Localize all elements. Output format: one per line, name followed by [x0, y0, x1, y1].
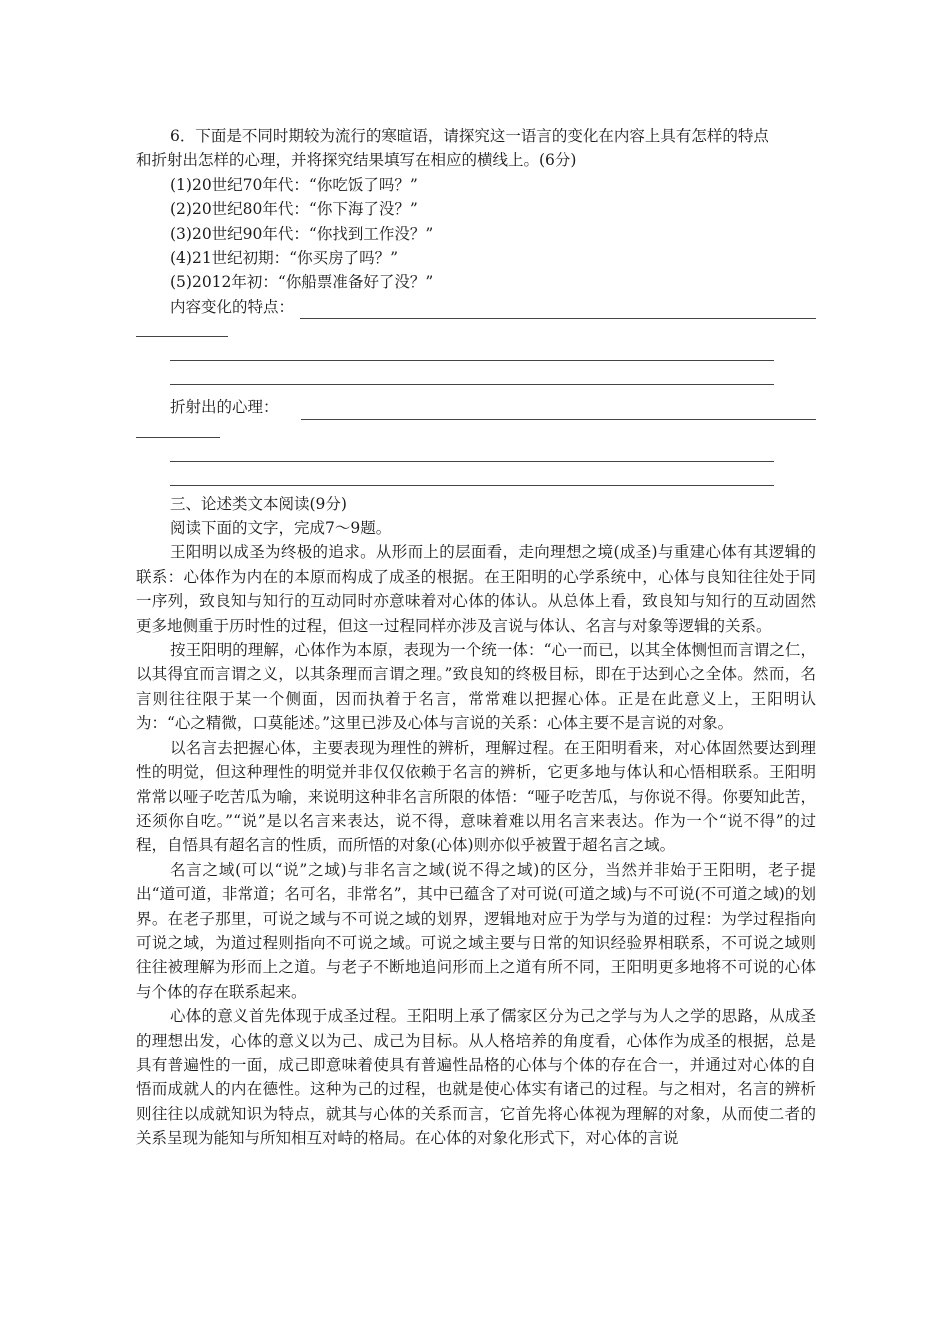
passage-paragraph-3: 以名言去把握心体，主要表现为理性的辨析，理解过程。在王阳明看来，对心体固然要达到理性的明觉，但这种理性的明觉并非仅仅依赖于名言的辨析，它更多地与体认和心悟相联系。王阳明常常以哑子吃苦瓜为喻，来说明这种非名言所限的体悟：“哑子吃苦瓜，与你说不得。你要知此苦，还须你自吃。”“说”是以名言来表达，说不得，意味着难以用名言来表达。作为一个“说不得”的过程，自悟具有超名言的性质，而所悟的对象(心体)则亦似乎被置于超名言之域。 — [136, 738, 816, 855]
greeting-item-2012: (5)2012年初：“你船票准备好了没？” — [170, 273, 434, 292]
content-change-answer-line-2[interactable] — [170, 337, 774, 361]
psychology-answer-blank[interactable] — [301, 404, 816, 420]
passage-paragraph-2: 按王阳明的理解，心体作为本原，表现为一个统一体：“心一而已，以其全体恻怛而言谓之仁，以其得宜而言谓之义，以其条理而言谓之理。”致良知的终极目标，即在于达到心之全体。然而，名言则往往限于某一个侧面，因而执着于名言，常常难以把握心体。正是在此意义上，王阳明认为：“心之精微，口莫能述。”这里已涉及心体与言说的关系：心体主要不是言说的对象。 — [136, 641, 816, 733]
psychology-label: 折射出的心理： — [170, 398, 279, 417]
section-3-instruction: 阅读下面的文字，完成7～9题。 — [170, 519, 392, 538]
content-change-answer-line-3[interactable] — [170, 361, 774, 385]
passage-paragraph-4: 名言之域(可以“说”之域)与非名言之域(说不得之域)的区分，当然并非始于王阳明，老子提出“道可道，非常道；名可名，非常名”，其中已蕴含了对可说(可道之域)与不可说(不可道之域)的划界。在老子那里，可说之域与不可说之域的划界，逻辑地对应于为学与为道的过程：为学过程指向可说之域，为道过程则指向不可说之域。可说之域主要与日常的知识经验界相联系，不可说之域则往往被理解为形而上之道。与老子不断地追问形而上之道有所不同，王阳明更多地将不可说的心体与个体的存在联系起来。 — [136, 860, 816, 1001]
document-page — [136, 124, 816, 1151]
psychology-answer-line-2[interactable] — [170, 438, 774, 462]
psychology-answer-line-3[interactable] — [170, 462, 774, 486]
section-3-heading: 三、论述类文本阅读(9分) — [170, 494, 347, 513]
passage-paragraph-1: 王阳明以成圣为终极的追求。从形而上的层面看，走向理想之境(成圣)与重建心体有其逻辑的联系：心体作为内在的本原而构成了成圣的根据。在王阳明的心学系统中，心体与良知往往处于同一序列，致良知与知行的互动同时亦意味着对心体的体认。从总体上看，致良知与知行的互动固然更多地侧重于历时性的过程，但这一过程同样亦涉及言说与体认、名言与对象等逻辑的关系。 — [136, 543, 816, 635]
content-change-answer-row — [136, 295, 816, 319]
psychology-answer-row — [136, 395, 816, 419]
passage-paragraph-5: 心体的意义首先体现于成圣过程。王阳明上承了儒家区分为己之学与为人之学的思路，从成圣的理想出发，心体的意义以为己、成己为目标。从人格培养的角度看，心体作为成圣的根据，总是具有普遍性的一面，成己即意味着使具有普遍性品格的心体与个体的存在合一，并通过对心体的自悟而成就人的内在德性。这种为己的过程，也就是使心体实有诸己的过程。与之相对，名言的辨析则往往以成就知识为特点，就其与心体的关系而言，它首先将心体视为理解的对象，从而使二者的关系呈现为能知与所知相互对峙的格局。在心体的对象化形式下，对心体的言说 — [136, 1007, 816, 1148]
content-change-label: 内容变化的特点： — [170, 297, 295, 316]
greeting-item-1990s: (3)20世纪90年代：“你找到工作没？” — [170, 224, 434, 243]
greeting-item-1970s: (1)20世纪70年代：“你吃饭了吗？” — [170, 175, 418, 194]
question-6-prompt-line-2: 和折射出怎样的心理，并将探究结果填写在相应的横线上。(6分) — [136, 151, 577, 170]
content-change-answer-blank-continued[interactable] — [136, 319, 228, 337]
greeting-item-2000s: (4)21世纪初期：“你买房了吗？” — [170, 249, 399, 268]
content-change-answer-blank[interactable] — [300, 303, 816, 319]
greeting-item-1980s: (2)20世纪80年代：“你下海了没？” — [170, 200, 418, 219]
question-6-prompt-line-1: 6．下面是不同时期较为流行的寒暄语，请探究这一语言的变化在内容上具有怎样的特点 — [170, 127, 769, 145]
psychology-answer-blank-continued[interactable] — [136, 420, 220, 438]
